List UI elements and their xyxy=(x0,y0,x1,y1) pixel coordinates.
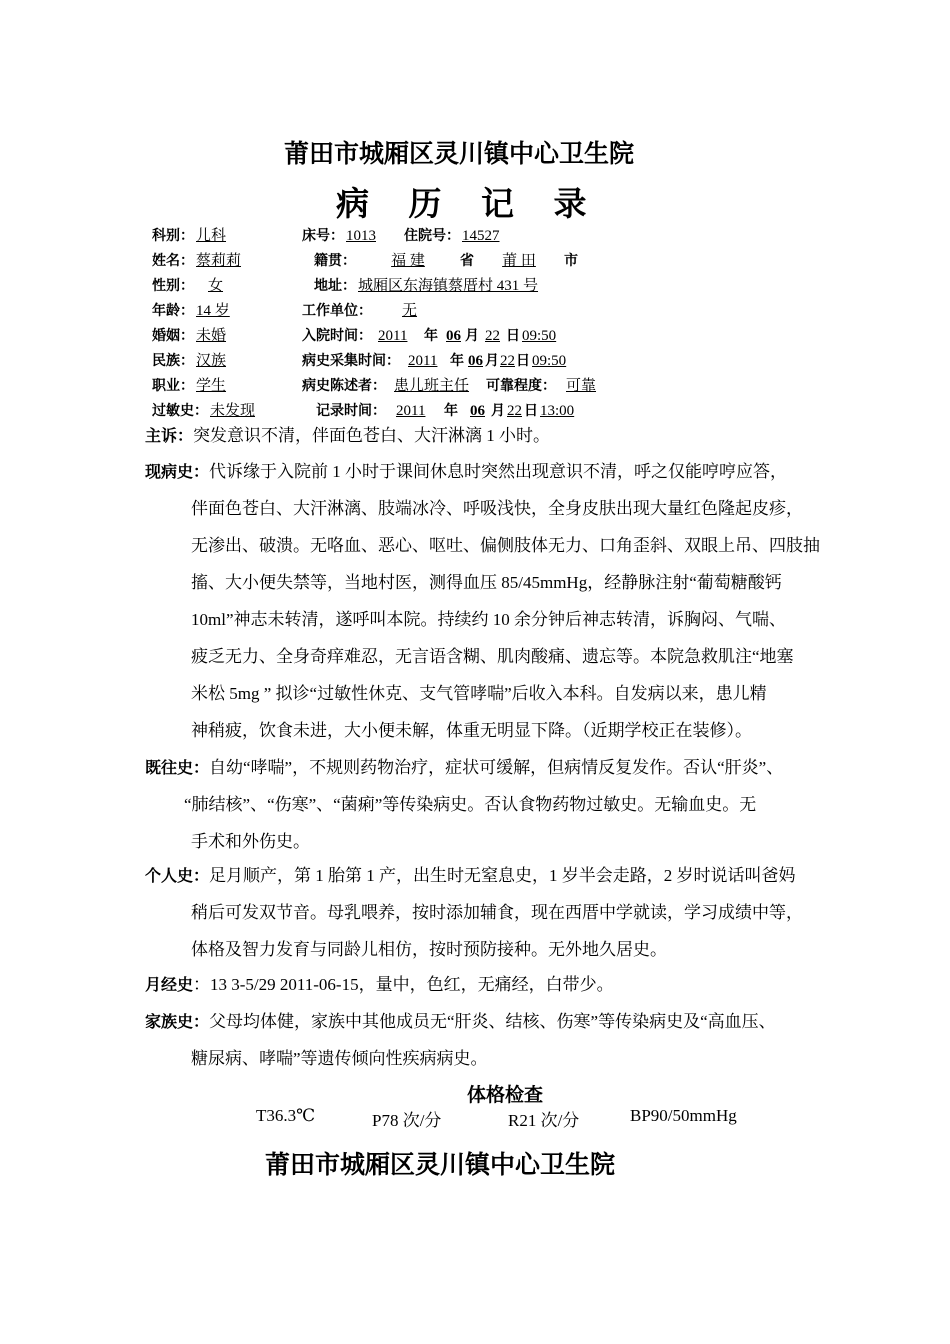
month-char: 月 xyxy=(465,328,479,344)
province-suffix: 省 xyxy=(460,253,474,269)
reliability-label: 可靠程度： xyxy=(486,378,556,394)
name-label: 姓名： xyxy=(152,253,194,269)
physical-exam-title: 体格检查 xyxy=(467,1084,544,1106)
info-row-dept xyxy=(152,227,534,246)
past-history-label: 既往史： xyxy=(145,758,210,777)
record-day: 22 xyxy=(507,403,522,419)
menstrual-history-label: 月经史 xyxy=(145,975,194,994)
collect-label: 病史采集时间： xyxy=(302,353,400,369)
info-row-name xyxy=(152,252,578,271)
record-time-label: 记录时间： xyxy=(316,403,386,419)
family-history-line: 糖尿病、哮喘”等遗传倾向性疾病病史。 xyxy=(191,1049,488,1068)
month-char: 月 xyxy=(485,353,499,369)
narrator-label: 病史陈述者： xyxy=(302,378,386,394)
info-row-sex xyxy=(152,277,622,296)
reliability-value: 可靠 xyxy=(566,378,597,394)
day-char: 日 xyxy=(516,353,530,369)
allergy-value: 未发现 xyxy=(210,403,256,419)
dept-value: 儿科 xyxy=(196,228,227,244)
present-illness-line-0 xyxy=(145,454,787,490)
info-row-marriage xyxy=(152,327,580,346)
family-history-text: 父母均体健，家族中其他成员无“肝炎、结核、伤寒”等传染病史及“高血压、 xyxy=(209,1012,776,1031)
collect-year: 2011 xyxy=(408,353,438,369)
year-char: 年 xyxy=(450,353,464,369)
address-value: 城厢区东海镇蔡厝村 431 号 xyxy=(358,278,539,294)
present-illness-label: 现病史： xyxy=(145,462,210,481)
past-history-text: 自幼“哮喘”，不规则药物治疗，症状可缓解，但病情反复发作。否认“肝炎”、 xyxy=(209,758,784,777)
collect-day: 22 xyxy=(500,353,515,369)
narrator-value: 患儿班主任 xyxy=(394,378,470,394)
respiration: R21 次/分 xyxy=(508,1111,580,1130)
personal-history-line-0 xyxy=(145,858,796,894)
chief-complaint xyxy=(145,418,550,454)
chief-complaint-label: 主诉： xyxy=(145,426,194,445)
city-value: 莆 田 xyxy=(502,253,536,269)
past-history-line-0 xyxy=(145,750,783,786)
record-time: 13:00 xyxy=(540,403,575,419)
month-char: 月 xyxy=(491,403,505,419)
age-value: 14 岁 xyxy=(196,303,230,319)
marriage-label: 婚姻： xyxy=(152,328,194,344)
record-month: 06 xyxy=(470,403,485,419)
temperature: T36.3℃ xyxy=(256,1106,316,1125)
record-title: 病 历 记 录 xyxy=(336,184,601,223)
bed-label: 床号： xyxy=(302,228,344,244)
past-history-line: 手术和外伤史。 xyxy=(191,832,310,851)
menstrual-history xyxy=(145,967,614,1003)
footer-hospital-name: 莆田市城厢区灵川镇中心卫生院 xyxy=(265,1150,616,1179)
menstrual-history-text: ：13 3-5/29 2011-06-15，量中，色红，无痛经，白带少。 xyxy=(193,975,614,994)
ethnic-value: 汉族 xyxy=(196,353,227,369)
age-label: 年龄： xyxy=(152,303,194,319)
ethnic-label: 民族： xyxy=(152,353,194,369)
present-illness-line: 米松 5mg ” 拟诊“过敏性休克、支气管哮喘”后收入本科。自发病以来，患儿精 xyxy=(191,684,767,703)
past-history-line: “肺结核”、“伤寒”、“菌痢”等传染病史。否认食物药物过敏史。无输血史。无 xyxy=(184,795,757,814)
present-illness-text: 代诉缘于入院前 1 小时于课间休息时突然出现意识不清，呼之仅能哼哼应答， xyxy=(209,462,788,481)
present-illness-line: 神稍疲，饮食未进，大小便未解，体重无明显下降。（近期学校正在装修）。 xyxy=(191,721,752,740)
year-char: 年 xyxy=(424,328,438,344)
city-suffix: 市 xyxy=(564,253,578,269)
personal-history-line: 体格及智力发育与同龄儿相仿，按时预防接种。无外地久居史。 xyxy=(191,940,667,959)
marriage-value: 未婚 xyxy=(196,328,227,344)
day-char: 日 xyxy=(506,328,520,344)
admit-day: 22 xyxy=(485,328,500,344)
job-value: 学生 xyxy=(196,378,227,394)
admit-time: 09:50 xyxy=(522,328,557,344)
work-value: 无 xyxy=(402,303,418,319)
day-char: 日 xyxy=(524,403,538,419)
origin-label: 籍贯： xyxy=(314,253,356,269)
admit-label: 入院时间： xyxy=(302,328,372,344)
job-label: 职业： xyxy=(152,378,194,394)
personal-history-label: 个人史： xyxy=(145,866,210,885)
admit-year: 2011 xyxy=(378,328,408,344)
hospital-name: 莆田市城厢区灵川镇中心卫生院 xyxy=(284,139,635,168)
personal-history-line: 稍后可发双节音。母乳喂养，按时添加辅食，现在西厝中学就读，学习成绩中等， xyxy=(191,903,803,922)
collect-time: 09:50 xyxy=(532,353,567,369)
pulse: P78 次/分 xyxy=(372,1111,442,1130)
dept-label: 科别： xyxy=(152,228,194,244)
info-row-job xyxy=(152,377,634,396)
collect-month: 06 xyxy=(468,353,483,369)
present-illness-line: 疲乏无力、全身奇痒难忍，无言语含糊、肌肉酸痛、遗忘等。本院急救肌注“地塞 xyxy=(191,647,794,666)
family-history-label: 家族史： xyxy=(145,1012,210,1031)
family-history-line-0 xyxy=(145,1004,776,1040)
chief-complaint-text: 突发意识不清，伴面色苍白、大汗淋漓 1 小时。 xyxy=(193,426,551,445)
year-char: 年 xyxy=(444,403,458,419)
present-illness-line: 无渗出、破溃。无咯血、恶心、呕吐、偏侧肢体无力、口角歪斜、双眼上吊、四肢抽 xyxy=(191,536,820,555)
info-row-ethnic xyxy=(152,352,590,371)
present-illness-line: 伴面色苍白、大汗淋漓、肢端冰冷、呼吸浅快，全身皮肤出现大量红色隆起皮疹， xyxy=(191,499,803,518)
sex-value: 女 xyxy=(208,278,224,294)
inpatient-value: 14527 xyxy=(462,228,500,244)
bed-value: 1013 xyxy=(346,228,376,244)
present-illness-line: 10ml”神志未转清，遂呼叫本院。持续约 10 余分钟后神志转清，诉胸闷、气喘、 xyxy=(191,610,786,629)
info-row-age xyxy=(152,302,544,321)
work-label: 工作单位： xyxy=(302,303,372,319)
personal-history-text: 足月顺产，第 1 胎第 1 产，出生时无窒息史，1 岁半会走路，2 岁时说话叫爸妈 xyxy=(209,866,796,885)
blood-pressure: BP90/50mmHg xyxy=(630,1106,737,1125)
allergy-label: 过敏史： xyxy=(152,403,208,419)
name-value: 蔡莉莉 xyxy=(196,253,242,269)
present-illness-line: 搐、大小便失禁等，当地村医，测得血压 85/45mmHg，经静脉注射“葡萄糖酸钙 xyxy=(191,573,782,592)
province-value: 福 建 xyxy=(391,253,425,269)
inpatient-label: 住院号： xyxy=(404,228,460,244)
address-label: 地址： xyxy=(314,278,356,294)
sex-label: 性别： xyxy=(152,278,194,294)
record-year: 2011 xyxy=(396,403,426,419)
admit-month: 06 xyxy=(446,328,461,344)
